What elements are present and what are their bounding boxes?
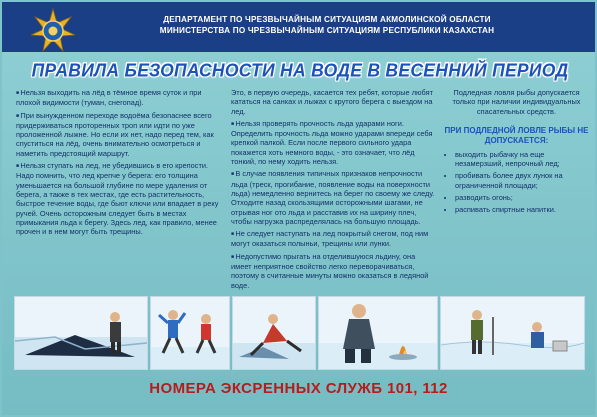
fishing-warning-title: ПРИ ПОДЛЕДНОЙ ЛОВЛЕ РЫБЫ НЕ ДОПУСКАЕТСЯ:: [444, 125, 589, 145]
paragraph: ■ В случае появления типичных признаков непрочности льда (треск, прогибание, появление воды на поверхности льда) немедленно вернитесь на берег по своему же следу. Отходите назад скользящими осторожными шагами, не отрывая ног ото льда и расставив их на ширину плеч, чтобы нагрузка распределялась на большую площадь.: [231, 169, 436, 226]
illustration-strip: [14, 296, 583, 368]
fishing-rules-list: [444, 150, 589, 215]
department-line-1: ДЕПАРТАМЕНТ ПО ЧРЕЗВЫЧАЙНЫМ СИТУАЦИЯМ АКМОЛИНСКОЙ ОБЛАСТИ: [163, 15, 491, 24]
list-item: • распивать спиртные напитки.: [455, 205, 589, 214]
header-band: [2, 2, 595, 52]
text-column-3: [444, 88, 589, 218]
fishing-intro: Подледная ловля рыбы допускается только при наличии индивидуальных спасательных средств.: [452, 88, 581, 116]
illustration-thin-ice: [14, 296, 148, 370]
poster-title: ПРАВИЛА БЕЗОПАСНОСТИ НА ВОДЕ В ВЕСЕННИЙ ПЕРИОД: [31, 59, 569, 81]
department-line-2: МИНИСТЕРСТВА ПО ЧРЕЗВЫЧАЙНЫМ СИТУАЦИЯМ РЕСПУБЛИКИ КАЗАХСТАН: [159, 26, 495, 35]
illustration-crawling-person: [232, 296, 316, 370]
text-column-2: [231, 88, 436, 293]
list-item: • выходить рыбачку на еще незамерзший, непрочный лед;: [455, 150, 589, 169]
paragraph: ■ Недопустимо прыгать на отделившуюся льдину, она имеет неприятное свойство легко переворачиваться, поэтому в считанные минуты можно оказаться в ледяной воде.: [231, 252, 436, 290]
illustration-fishermen-drilling: [440, 296, 585, 370]
poster: [2, 2, 595, 415]
paragraph: Это, в первую очередь, касается тех ребят, которые любят кататься на санках и лыжах с крутого берега с выездом на лед.: [231, 88, 434, 116]
emergency-emblem-icon: [30, 8, 76, 54]
paragraph: ■ Не следует наступать на лед покрытый снегом, под ним могут оказаться полыньи, трещины или лунки.: [231, 229, 436, 249]
list-item: • пробивать более двух лунок на ограниченной площади;: [455, 171, 589, 190]
paragraph: ■ При вынужденном переходе водоёма безопаснее всего придерживаться проторенных троп или идти по уже проложенной лыжне. Но если их нет, надо перед тем, как спуститься на лёд, очень внимательно осмотреться и наметить предстоящий маршрут.: [16, 111, 224, 158]
text-column-1: [16, 88, 224, 239]
emergency-numbers: НОМЕРА ЭКСРЕННЫХ СЛУЖБ 101, 112: [149, 380, 448, 397]
illustration-ice-fisherman: [318, 296, 438, 370]
illustration-sledding-children: [150, 296, 230, 370]
paragraph: ■ Нельзя ступать на лед, не убедившись в его крепости. Надо помнить, что лед крепче у берега: его толщина уменьшается на большой глубине по мере удаления от берега, а также в тех местах, где есть растительность, быстрое течение воды, где бьют ключи или впадает в реку ручей. Очень осторожным следует быть в местах примыкания льда к берегу. Здесь лед, как правило, менее прочен и в нем могут быть трещины.: [16, 161, 224, 236]
paragraph: ■ Нельзя проверять прочность льда ударами ноги. Определить прочность льда можно ударами впереди себя крепкой палкой. Если после первого сильного удара покажется хоть немного воды, - это означает, что лёд тонкий, по нему ходить нельзя.: [231, 119, 436, 166]
list-item: • разводить огонь;: [455, 193, 589, 202]
paragraph: ■ Нельзя выходить на лёд в тёмное время суток и при плохой видимости (туман, снегопад).: [16, 88, 224, 108]
department-title: [122, 14, 532, 36]
